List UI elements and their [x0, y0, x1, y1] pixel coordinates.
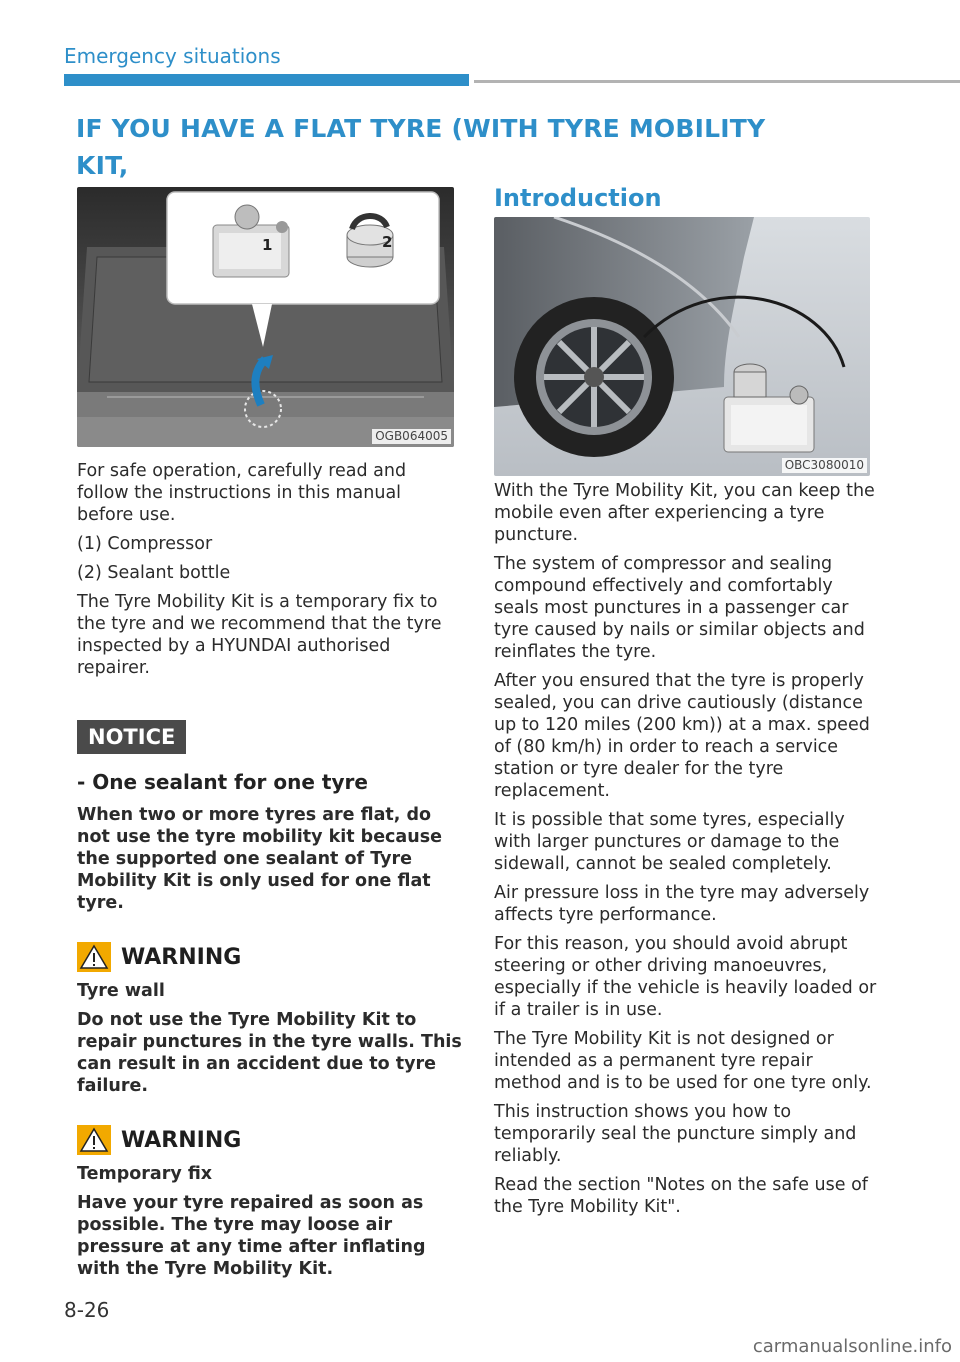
temporary-paragraph: The Tyre Mobility Kit is not designed or intended as a permanent tyre repair method and is to be used for one tyre only. [494, 1029, 872, 1093]
warning-triangle-icon [77, 942, 111, 972]
intro-paragraph: With the Tyre Mobility Kit, you can keep the mobile even after experiencing a tyre puncture. [494, 481, 875, 545]
section-heading-introduction: Introduction [494, 184, 662, 212]
warning-label: WARNING [121, 1127, 242, 1153]
warning-header [77, 1125, 462, 1155]
header-section-title: Emergency situations [64, 44, 281, 68]
figure-code: OBC3080010 [782, 458, 867, 473]
pressure-paragraph: Air pressure loss in the tyre may adversely affects tyre performance. [494, 883, 870, 925]
limitations-paragraph: It is possible that some tyres, especially with larger punctures or damage to the sidewall, cannot be sealed completely. [494, 810, 845, 874]
trunk-kit-illustration [77, 187, 454, 447]
intro-paragraph: For safe operation, carefully read and follow the instructions in this manual before use. [77, 461, 407, 525]
warning-body: Do not use the Tyre Mobility Kit to repair punctures in the tyre walls. This can result in an accident due to tyre failure. [77, 1010, 462, 1096]
wheel-compressor-figure [494, 217, 870, 476]
caution-paragraph: For this reason, you should avoid abrupt steering or other driving manoeuvres, especially if the vehicle is heavily loaded or if a trailer is in use. [494, 934, 877, 1020]
header-rule [474, 80, 960, 83]
left-column [77, 460, 462, 1287]
warning-heading: Temporary fix [77, 1164, 213, 1184]
warning-body: Have your tyre repaired as soon as possible. The tyre may loose air pressure at any time after inflating with the Tyre Mobility Kit. [77, 1193, 426, 1279]
right-column [494, 480, 879, 1225]
driving-paragraph: After you ensured that the tyre is properly sealed, you can drive cautiously (distance up to 120 miles (200 km)) at a max. speed of (80 km/h) in order to reach a service station or tyre dealer for the tyre replacement. [494, 671, 870, 801]
warning-heading: Tyre wall [77, 981, 165, 1001]
trunk-kit-figure [77, 187, 454, 447]
notice-heading: - One sealant for one tyre [77, 770, 368, 794]
body-paragraph: The Tyre Mobility Kit is a temporary fix to the tyre and we recommend that the tyre inspected by a HYUNDAI authorised repairer. [77, 592, 442, 678]
page-number: 8-26 [64, 1298, 110, 1322]
callout-1-label: 1 [262, 236, 273, 254]
instruction-paragraph: This instruction shows you how to temporarily seal the puncture simply and reliably. [494, 1102, 857, 1166]
page-title-line-1: IF YOU HAVE A FLAT TYRE (WITH TYRE MOBILITY KIT, [76, 114, 766, 180]
watermark: carmanualsonline.info [752, 1336, 952, 1357]
header-bar [64, 74, 469, 86]
notice-body: When two or more tyres are flat, do not use the tyre mobility kit because the supported one sealant of Tyre Mobility Kit is only used for one flat tyre. [77, 805, 442, 913]
warning-triangle-icon [77, 1125, 111, 1155]
notice-badge: NOTICE [77, 720, 186, 754]
reference-paragraph: Read the section "Notes on the safe use of the Tyre Mobility Kit". [494, 1175, 868, 1217]
callout-2-label: 2 [382, 233, 393, 251]
wheel-compressor-illustration [494, 217, 870, 476]
figure-code: OGB064005 [372, 429, 451, 444]
system-paragraph: The system of compressor and sealing compound effectively and comfortably seals most punctures in a passenger car tyre caused by nails or similar objects and reinflates the tyre. [494, 554, 865, 662]
warning-label: WARNING [121, 944, 242, 970]
warning-header [77, 942, 462, 972]
list-item-sealant-bottle: (2) Sealant bottle [77, 563, 231, 583]
list-item-compressor: (1) Compressor [77, 534, 213, 554]
